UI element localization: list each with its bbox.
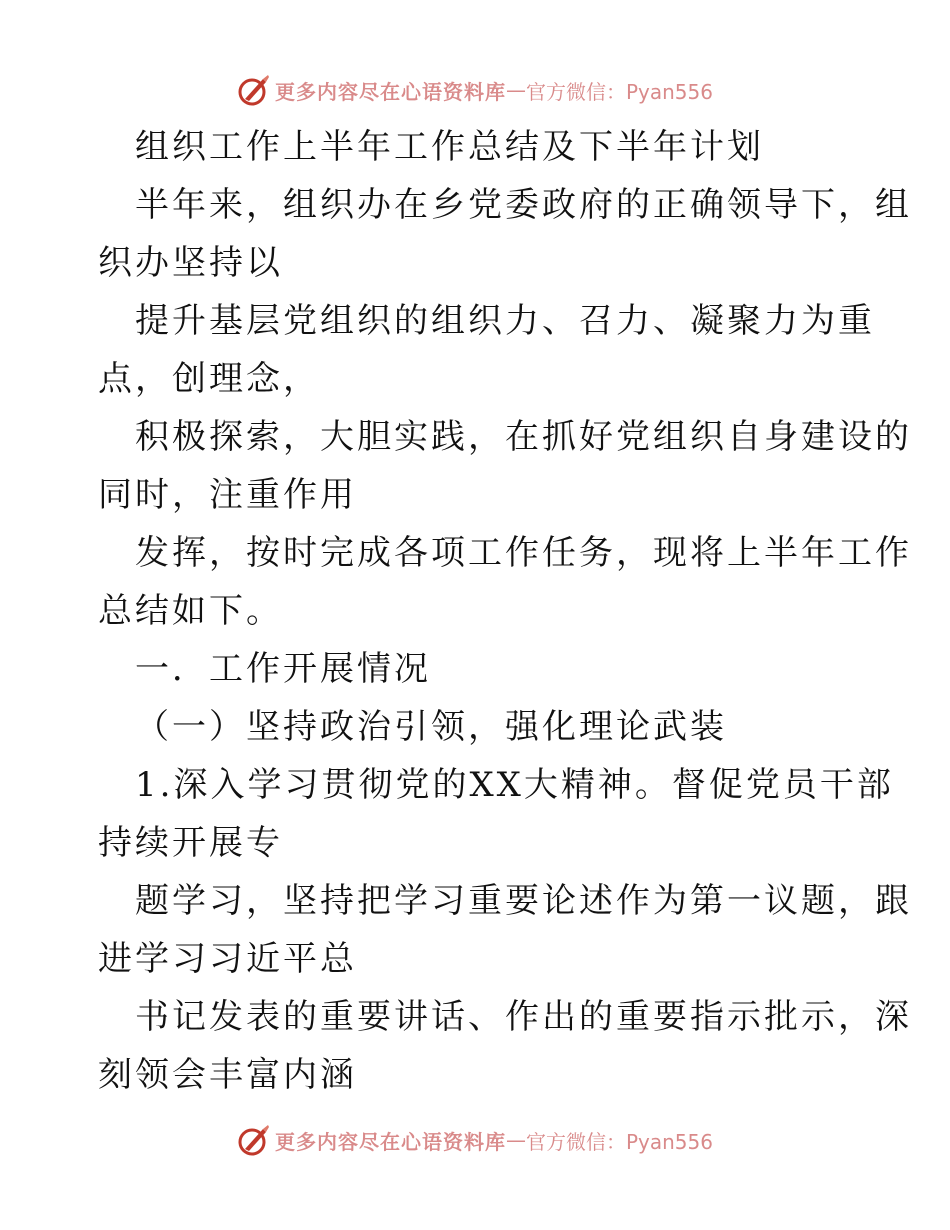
watermark-separator: — (505, 1128, 526, 1152)
text-line-12: 持续开展专 (98, 823, 283, 863)
bottom-watermark-banner (0, 1120, 950, 1160)
text-line-8: 总结如下。 (98, 591, 283, 631)
text-line-2: 织办坚持以 (98, 243, 283, 283)
document-title: 组织工作上半年工作总结及下半年计划 (135, 127, 764, 167)
text-line-3: 提升基层党组织的组织力、召力、凝聚力为重 (135, 301, 875, 341)
quill-pen-logo-icon (237, 73, 271, 107)
text-line-6: 同时，注重作用 (98, 475, 357, 515)
text-line-4: 点，创理念， (98, 359, 320, 399)
text-line-13: 题学习，坚持把学习重要论述作为第一议题，跟 (135, 881, 912, 921)
text-line-5: 积极探索，大胆实践，在抓好党组织自身建设的 (135, 417, 912, 457)
watermark-contact-text: 官方微信：Pyan556 (525, 79, 713, 104)
section-heading: 一．工作开展情况 (135, 649, 431, 689)
text-line-7: 发挥，按时完成各项工作任务，现将上半年工作 (135, 533, 912, 573)
quill-pen-logo-icon (237, 1123, 271, 1157)
text-line-14: 进学习习近平总 (98, 939, 357, 979)
subsection-heading: （一）坚持政治引领，强化理论武装 (135, 707, 727, 747)
watermark-brand-text: 更多内容尽在心语资料库 (274, 79, 506, 104)
text-line-1: 半年来，组织办在乡党委政府的正确领导下，组 (135, 185, 912, 225)
watermark-contact-text: 官方微信：Pyan556 (525, 1129, 713, 1154)
document-body (98, 118, 912, 1104)
watermark-brand-text: 更多内容尽在心语资料库 (274, 1129, 506, 1154)
watermark-separator: — (505, 78, 526, 102)
text-line-16: 刻领会丰富内涵 (98, 1055, 357, 1095)
text-line-15: 书记发表的重要讲话、作出的重要指示批示，深 (135, 997, 912, 1037)
text-line-11: 1.深入学习贯彻党的XX大精神。督促党员干部 (135, 765, 894, 805)
top-watermark-banner (0, 70, 950, 110)
